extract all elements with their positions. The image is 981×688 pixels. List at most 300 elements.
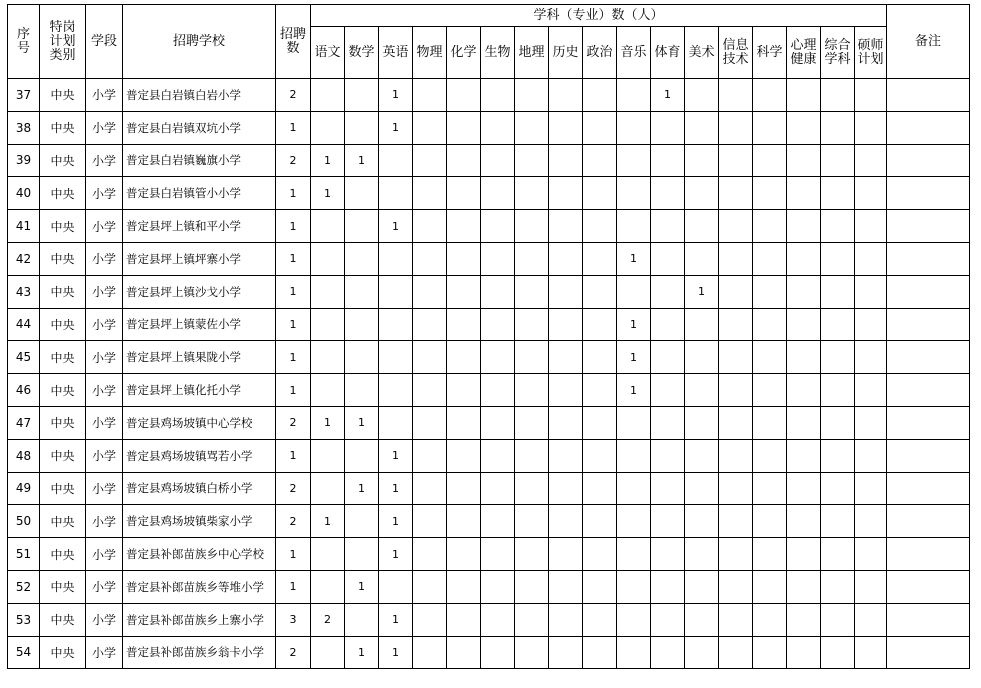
cell-subject-count bbox=[719, 439, 753, 472]
cell-plan-type: 中央 bbox=[40, 275, 86, 308]
cell-stage: 小学 bbox=[86, 570, 123, 603]
cell-subject-count bbox=[719, 570, 753, 603]
cell-seq: 45 bbox=[8, 341, 40, 374]
cell-remark bbox=[887, 111, 970, 144]
cell-remark bbox=[887, 177, 970, 210]
header-subject: 硕师计划 bbox=[855, 27, 887, 79]
cell-subject-count bbox=[515, 636, 549, 669]
cell-subject-count bbox=[617, 439, 651, 472]
cell-subject-count bbox=[311, 341, 345, 374]
cell-school: 普定县坪上镇果陇小学 bbox=[123, 341, 276, 374]
cell-count: 2 bbox=[276, 79, 311, 112]
cell-subject-count bbox=[447, 275, 481, 308]
header-subject: 科学 bbox=[753, 27, 787, 79]
cell-subject-count bbox=[583, 570, 617, 603]
cell-subject-count bbox=[753, 144, 787, 177]
cell-subject-count bbox=[753, 406, 787, 439]
cell-subject-count bbox=[515, 242, 549, 275]
cell-subject-count bbox=[719, 242, 753, 275]
cell-count: 1 bbox=[276, 538, 311, 571]
cell-subject-count: 1 bbox=[311, 505, 345, 538]
cell-seq: 49 bbox=[8, 472, 40, 505]
cell-school: 普定县补郎苗族乡中心学校 bbox=[123, 538, 276, 571]
cell-seq: 52 bbox=[8, 570, 40, 603]
cell-subject-count bbox=[787, 472, 821, 505]
cell-subject-count bbox=[481, 144, 515, 177]
cell-seq: 48 bbox=[8, 439, 40, 472]
header-subject: 美术 bbox=[685, 27, 719, 79]
cell-subject-count bbox=[345, 374, 379, 407]
cell-subject-count bbox=[481, 210, 515, 243]
cell-subject-count bbox=[617, 144, 651, 177]
cell-school: 普定县鸡场坡镇柴家小学 bbox=[123, 505, 276, 538]
cell-subject-count bbox=[447, 374, 481, 407]
cell-subject-count bbox=[787, 439, 821, 472]
cell-subject-count bbox=[549, 406, 583, 439]
cell-subject-count bbox=[515, 538, 549, 571]
cell-count: 1 bbox=[276, 374, 311, 407]
cell-plan-type: 中央 bbox=[40, 79, 86, 112]
cell-subject-count bbox=[345, 177, 379, 210]
header-subject: 英语 bbox=[379, 27, 413, 79]
cell-count: 2 bbox=[276, 144, 311, 177]
cell-subject-count bbox=[753, 570, 787, 603]
cell-subject-count bbox=[651, 603, 685, 636]
cell-subject-count bbox=[413, 538, 447, 571]
cell-count: 2 bbox=[276, 406, 311, 439]
cell-subject-count bbox=[651, 538, 685, 571]
cell-subject-count: 1 bbox=[379, 636, 413, 669]
cell-seq: 47 bbox=[8, 406, 40, 439]
cell-subject-count bbox=[651, 472, 685, 505]
cell-plan-type: 中央 bbox=[40, 177, 86, 210]
cell-subject-count bbox=[549, 472, 583, 505]
cell-subject-count bbox=[855, 472, 887, 505]
cell-subject-count bbox=[583, 439, 617, 472]
cell-subject-count bbox=[821, 308, 855, 341]
cell-stage: 小学 bbox=[86, 308, 123, 341]
cell-subject-count bbox=[413, 374, 447, 407]
cell-subject-count bbox=[651, 144, 685, 177]
cell-plan-type: 中央 bbox=[40, 439, 86, 472]
cell-subject-count bbox=[855, 538, 887, 571]
cell-subject-count bbox=[753, 210, 787, 243]
cell-stage: 小学 bbox=[86, 603, 123, 636]
cell-stage: 小学 bbox=[86, 111, 123, 144]
cell-subject-count bbox=[651, 374, 685, 407]
cell-seq: 37 bbox=[8, 79, 40, 112]
cell-subject-count bbox=[787, 144, 821, 177]
cell-subject-count bbox=[787, 538, 821, 571]
cell-subject-count bbox=[651, 242, 685, 275]
cell-subject-count bbox=[753, 275, 787, 308]
cell-subject-count bbox=[719, 177, 753, 210]
cell-subject-count bbox=[719, 210, 753, 243]
cell-subject-count bbox=[787, 210, 821, 243]
cell-subject-count bbox=[651, 275, 685, 308]
cell-subject-count bbox=[515, 144, 549, 177]
cell-subject-count bbox=[481, 177, 515, 210]
cell-subject-count bbox=[515, 406, 549, 439]
cell-subject-count bbox=[413, 111, 447, 144]
cell-stage: 小学 bbox=[86, 177, 123, 210]
cell-subject-count bbox=[345, 210, 379, 243]
cell-subject-count bbox=[753, 242, 787, 275]
cell-count: 2 bbox=[276, 472, 311, 505]
cell-subject-count bbox=[685, 242, 719, 275]
cell-subject-count bbox=[413, 177, 447, 210]
table-row bbox=[8, 210, 970, 243]
cell-subject-count bbox=[583, 341, 617, 374]
cell-plan-type: 中央 bbox=[40, 472, 86, 505]
cell-subject-count bbox=[481, 111, 515, 144]
cell-subject-count: 1 bbox=[379, 505, 413, 538]
header-seq: 序号 bbox=[8, 5, 40, 79]
cell-remark bbox=[887, 603, 970, 636]
cell-subject-count bbox=[617, 275, 651, 308]
cell-subject-count bbox=[549, 210, 583, 243]
cell-subject-count bbox=[617, 472, 651, 505]
cell-subject-count bbox=[413, 406, 447, 439]
cell-subject-count bbox=[583, 275, 617, 308]
cell-subject-count bbox=[413, 210, 447, 243]
cell-subject-count bbox=[447, 505, 481, 538]
cell-subject-count bbox=[821, 570, 855, 603]
cell-subject-count bbox=[481, 439, 515, 472]
cell-remark bbox=[887, 308, 970, 341]
table-row bbox=[8, 538, 970, 571]
cell-subject-count bbox=[481, 406, 515, 439]
cell-stage: 小学 bbox=[86, 374, 123, 407]
cell-plan-type: 中央 bbox=[40, 111, 86, 144]
cell-school: 普定县白岩镇管小小学 bbox=[123, 177, 276, 210]
cell-subject-count bbox=[787, 505, 821, 538]
cell-subject-count bbox=[719, 374, 753, 407]
cell-subject-count bbox=[617, 538, 651, 571]
cell-subject-count: 1 bbox=[617, 308, 651, 341]
cell-remark bbox=[887, 636, 970, 669]
cell-subject-count bbox=[413, 79, 447, 112]
cell-subject-count bbox=[345, 505, 379, 538]
cell-subject-count bbox=[617, 570, 651, 603]
cell-subject-count bbox=[787, 603, 821, 636]
cell-subject-count bbox=[379, 570, 413, 603]
recruitment-table-container bbox=[7, 4, 970, 669]
cell-subject-count bbox=[787, 570, 821, 603]
cell-stage: 小学 bbox=[86, 79, 123, 112]
cell-seq: 41 bbox=[8, 210, 40, 243]
header-stage: 学段 bbox=[86, 5, 123, 79]
cell-subject-count: 1 bbox=[345, 144, 379, 177]
cell-subject-count: 1 bbox=[651, 79, 685, 112]
cell-subject-count bbox=[549, 374, 583, 407]
cell-subject-count bbox=[719, 341, 753, 374]
cell-subject-count bbox=[685, 210, 719, 243]
header-subject: 心理健康 bbox=[787, 27, 821, 79]
header-plan-type: 特岗计划类别 bbox=[40, 5, 86, 79]
cell-subject-count bbox=[787, 111, 821, 144]
cell-subject-count bbox=[549, 275, 583, 308]
cell-subject-count bbox=[413, 505, 447, 538]
cell-remark bbox=[887, 570, 970, 603]
cell-seq: 43 bbox=[8, 275, 40, 308]
cell-subject-count bbox=[651, 406, 685, 439]
cell-count: 1 bbox=[276, 341, 311, 374]
cell-subject-count bbox=[549, 636, 583, 669]
cell-subject-count: 1 bbox=[345, 570, 379, 603]
header-subject: 历史 bbox=[549, 27, 583, 79]
cell-subject-count bbox=[583, 472, 617, 505]
cell-subject-count bbox=[719, 406, 753, 439]
cell-subject-count bbox=[413, 341, 447, 374]
cell-subject-count bbox=[685, 341, 719, 374]
cell-subject-count bbox=[515, 210, 549, 243]
cell-subject-count bbox=[583, 406, 617, 439]
cell-subject-count bbox=[855, 341, 887, 374]
cell-seq: 51 bbox=[8, 538, 40, 571]
cell-subject-count bbox=[753, 308, 787, 341]
cell-seq: 50 bbox=[8, 505, 40, 538]
cell-remark bbox=[887, 505, 970, 538]
cell-plan-type: 中央 bbox=[40, 374, 86, 407]
cell-subject-count bbox=[753, 79, 787, 112]
cell-stage: 小学 bbox=[86, 144, 123, 177]
cell-subject-count bbox=[753, 111, 787, 144]
cell-subject-count bbox=[617, 210, 651, 243]
cell-subject-count bbox=[447, 538, 481, 571]
cell-subject-count bbox=[821, 275, 855, 308]
cell-subject-count bbox=[685, 374, 719, 407]
cell-plan-type: 中央 bbox=[40, 636, 86, 669]
cell-count: 1 bbox=[276, 275, 311, 308]
cell-subject-count bbox=[311, 210, 345, 243]
cell-subject-count bbox=[719, 472, 753, 505]
cell-school: 普定县坪上镇和平小学 bbox=[123, 210, 276, 243]
cell-subject-count bbox=[549, 570, 583, 603]
table-body bbox=[8, 79, 970, 669]
cell-count: 1 bbox=[276, 439, 311, 472]
cell-subject-count bbox=[617, 636, 651, 669]
cell-subject-count bbox=[719, 79, 753, 112]
cell-subject-count bbox=[787, 177, 821, 210]
cell-subject-count bbox=[753, 177, 787, 210]
cell-subject-count bbox=[855, 570, 887, 603]
cell-subject-count bbox=[413, 144, 447, 177]
table-row bbox=[8, 79, 970, 112]
header-subject: 物理 bbox=[413, 27, 447, 79]
cell-school: 普定县坪上镇蒙佐小学 bbox=[123, 308, 276, 341]
cell-subject-count bbox=[855, 144, 887, 177]
cell-subject-count: 1 bbox=[617, 341, 651, 374]
cell-subject-count bbox=[447, 177, 481, 210]
cell-subject-count bbox=[515, 570, 549, 603]
cell-subject-count bbox=[753, 603, 787, 636]
cell-subject-count bbox=[379, 308, 413, 341]
cell-seq: 46 bbox=[8, 374, 40, 407]
cell-subject-count bbox=[753, 538, 787, 571]
cell-subject-count bbox=[685, 570, 719, 603]
table-row bbox=[8, 374, 970, 407]
cell-subject-count bbox=[753, 505, 787, 538]
cell-subject-count bbox=[447, 242, 481, 275]
cell-subject-count bbox=[447, 603, 481, 636]
cell-subject-count bbox=[651, 636, 685, 669]
cell-subject-count bbox=[719, 538, 753, 571]
cell-school: 普定县坪上镇沙戈小学 bbox=[123, 275, 276, 308]
cell-school: 普定县补郎苗族乡翁卡小学 bbox=[123, 636, 276, 669]
cell-subject-count bbox=[311, 636, 345, 669]
cell-subject-count bbox=[821, 242, 855, 275]
cell-subject-count bbox=[583, 505, 617, 538]
cell-subject-count bbox=[719, 636, 753, 669]
cell-subject-count bbox=[515, 308, 549, 341]
cell-count: 1 bbox=[276, 308, 311, 341]
cell-school: 普定县鸡场坡镇骂若小学 bbox=[123, 439, 276, 472]
cell-subject-count: 1 bbox=[617, 374, 651, 407]
cell-subject-count bbox=[719, 111, 753, 144]
cell-subject-count bbox=[855, 603, 887, 636]
header-subject: 综合学科 bbox=[821, 27, 855, 79]
cell-subject-count bbox=[583, 79, 617, 112]
cell-subject-count bbox=[447, 210, 481, 243]
cell-seq: 42 bbox=[8, 242, 40, 275]
cell-plan-type: 中央 bbox=[40, 308, 86, 341]
header-subject: 信息技术 bbox=[719, 27, 753, 79]
table-row bbox=[8, 275, 970, 308]
cell-subject-count bbox=[515, 177, 549, 210]
header-remarks: 备注 bbox=[887, 5, 970, 79]
cell-subject-count: 1 bbox=[379, 210, 413, 243]
table-row bbox=[8, 242, 970, 275]
cell-school: 普定县补郎苗族乡等堆小学 bbox=[123, 570, 276, 603]
cell-subject-count bbox=[685, 505, 719, 538]
cell-seq: 53 bbox=[8, 603, 40, 636]
cell-school: 普定县坪上镇坪寨小学 bbox=[123, 242, 276, 275]
cell-subject-count bbox=[413, 275, 447, 308]
cell-subject-count bbox=[379, 242, 413, 275]
cell-subject-count bbox=[685, 79, 719, 112]
cell-count: 1 bbox=[276, 210, 311, 243]
cell-subject-count bbox=[787, 242, 821, 275]
cell-remark bbox=[887, 144, 970, 177]
cell-subject-count bbox=[379, 341, 413, 374]
table-row bbox=[8, 636, 970, 669]
cell-plan-type: 中央 bbox=[40, 242, 86, 275]
cell-school: 普定县坪上镇化托小学 bbox=[123, 374, 276, 407]
cell-remark bbox=[887, 341, 970, 374]
cell-subject-count bbox=[617, 111, 651, 144]
cell-subject-count bbox=[583, 111, 617, 144]
cell-subject-count bbox=[583, 538, 617, 571]
cell-subject-count bbox=[515, 603, 549, 636]
cell-subject-count bbox=[549, 439, 583, 472]
cell-remark bbox=[887, 439, 970, 472]
cell-subject-count bbox=[651, 570, 685, 603]
cell-subject-count bbox=[447, 144, 481, 177]
cell-subject-count bbox=[651, 111, 685, 144]
cell-subject-count bbox=[583, 144, 617, 177]
cell-subject-count: 1 bbox=[379, 472, 413, 505]
cell-stage: 小学 bbox=[86, 636, 123, 669]
cell-subject-count: 1 bbox=[345, 472, 379, 505]
cell-subject-count bbox=[447, 111, 481, 144]
cell-subject-count bbox=[515, 439, 549, 472]
cell-subject-count bbox=[855, 374, 887, 407]
cell-subject-count bbox=[549, 538, 583, 571]
cell-subject-count bbox=[345, 341, 379, 374]
cell-remark bbox=[887, 374, 970, 407]
cell-subject-count bbox=[447, 79, 481, 112]
cell-subject-count bbox=[379, 374, 413, 407]
cell-subject-count bbox=[379, 177, 413, 210]
cell-subject-count: 1 bbox=[379, 603, 413, 636]
cell-subject-count bbox=[753, 636, 787, 669]
cell-subject-count bbox=[345, 242, 379, 275]
cell-subject-count bbox=[413, 570, 447, 603]
cell-subject-count bbox=[651, 210, 685, 243]
cell-remark bbox=[887, 242, 970, 275]
cell-subject-count bbox=[515, 374, 549, 407]
cell-subject-count bbox=[753, 341, 787, 374]
cell-subject-count bbox=[685, 177, 719, 210]
cell-seq: 39 bbox=[8, 144, 40, 177]
cell-subject-count bbox=[685, 111, 719, 144]
cell-plan-type: 中央 bbox=[40, 341, 86, 374]
cell-subject-count bbox=[413, 439, 447, 472]
cell-stage: 小学 bbox=[86, 275, 123, 308]
cell-subject-count bbox=[787, 341, 821, 374]
cell-plan-type: 中央 bbox=[40, 538, 86, 571]
cell-count: 1 bbox=[276, 177, 311, 210]
cell-subject-count bbox=[311, 79, 345, 112]
table-row bbox=[8, 406, 970, 439]
cell-subject-count bbox=[821, 177, 855, 210]
cell-subject-count bbox=[855, 636, 887, 669]
cell-subject-count bbox=[787, 406, 821, 439]
cell-subject-count bbox=[821, 79, 855, 112]
cell-plan-type: 中央 bbox=[40, 210, 86, 243]
cell-school: 普定县白岩镇双坑小学 bbox=[123, 111, 276, 144]
cell-subject-count bbox=[855, 79, 887, 112]
cell-subject-count bbox=[787, 636, 821, 669]
cell-subject-count bbox=[821, 111, 855, 144]
header-subject: 体育 bbox=[651, 27, 685, 79]
cell-subject-count bbox=[481, 341, 515, 374]
cell-subject-count bbox=[685, 439, 719, 472]
table-row bbox=[8, 341, 970, 374]
cell-subject-count: 1 bbox=[345, 406, 379, 439]
header-subject: 政治 bbox=[583, 27, 617, 79]
cell-stage: 小学 bbox=[86, 505, 123, 538]
cell-subject-count bbox=[413, 308, 447, 341]
cell-subject-count bbox=[719, 603, 753, 636]
table-row bbox=[8, 505, 970, 538]
cell-plan-type: 中央 bbox=[40, 603, 86, 636]
cell-subject-count bbox=[583, 636, 617, 669]
cell-stage: 小学 bbox=[86, 341, 123, 374]
cell-subject-count bbox=[549, 79, 583, 112]
cell-subject-count bbox=[481, 374, 515, 407]
cell-subject-count: 1 bbox=[685, 275, 719, 308]
cell-subject-count bbox=[685, 406, 719, 439]
cell-count: 1 bbox=[276, 111, 311, 144]
cell-stage: 小学 bbox=[86, 242, 123, 275]
cell-plan-type: 中央 bbox=[40, 144, 86, 177]
header-subject: 音乐 bbox=[617, 27, 651, 79]
cell-school: 普定县补郎苗族乡上寨小学 bbox=[123, 603, 276, 636]
cell-subject-count bbox=[515, 341, 549, 374]
cell-subject-count bbox=[685, 636, 719, 669]
